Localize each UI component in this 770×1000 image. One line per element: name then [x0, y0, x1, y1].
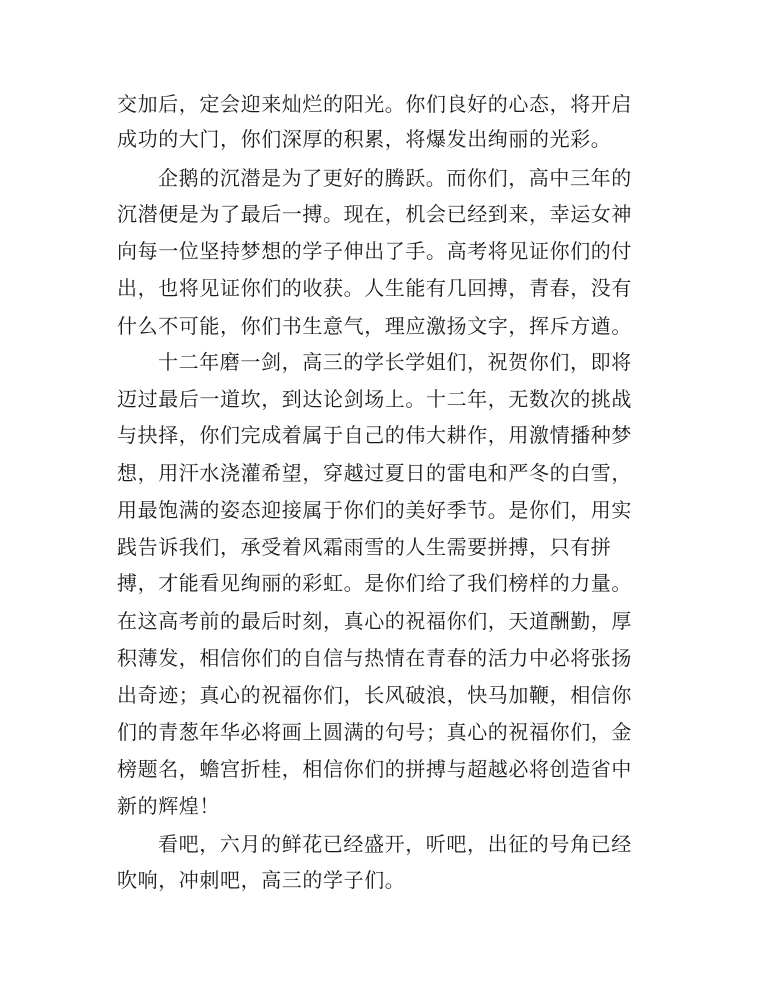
text-line: 新的辉煌！	[117, 794, 220, 818]
paragraph-first-line: 看吧，六月的鲜花已经盛开，听吧，出征的号角已经	[158, 832, 632, 856]
text-line: 迈过最后一道坎，到达论剑场上。十二年，无数次的挑战	[117, 387, 632, 411]
paragraph-first-line: 企鹅的沉潜是为了更好的腾跃。而你们，高中三年的	[158, 166, 632, 190]
text-line: 什么不可能，你们书生意气，理应激扬文字，挥斥方遒。	[117, 314, 632, 338]
text-line: 积薄发，相信你们的自信与热情在青春的活力中必将张扬	[117, 646, 632, 670]
text-line: 吹响，冲刺吧，高三的学子们。	[117, 868, 406, 892]
text-line: 出奇迹；真心的祝福你们，长风破浪，快马加鞭，相信你	[117, 683, 632, 707]
paragraph-first-line: 十二年磨一剑，高三的学长学姐们，祝贺你们，即将	[158, 350, 632, 374]
text-line: 们的青葱年华必将画上圆满的句号；真心的祝福你们，金	[117, 720, 632, 744]
text-line: 用最饱满的姿态迎接属于你们的美好季节。是你们，用实	[117, 498, 632, 522]
text-line: 想，用汗水浇灌希望，穿越过夏日的雷电和严冬的白雪，	[117, 461, 632, 485]
text-line: 搏，才能看见绚丽的彩虹。是你们给了我们榜样的力量。	[117, 571, 632, 595]
text-line: 交加后，定会迎来灿烂的阳光。你们良好的心态，将开启	[117, 92, 632, 116]
text-line: 向每一位坚持梦想的学子伸出了手。高考将见证你们的付	[117, 239, 632, 263]
text-line: 出，也将见证你们的收获。人生能有几回搏，青春，没有	[117, 276, 632, 300]
text-line: 与抉择，你们完成着属于自己的伟大耕作，用激情播种梦	[117, 423, 632, 447]
text-line: 成功的大门，你们深厚的积累，将爆发出绚丽的光彩。	[117, 127, 612, 151]
text-line: 践告诉我们，承受着风霜雨雪的人生需要拼搏，只有拼	[117, 535, 612, 559]
text-line: 榜题名，蟾宫折桂，相信你们的拼搏与超越必将创造省中	[117, 757, 632, 781]
text-line: 沉潜便是为了最后一搏。现在，机会已经到来，幸运女神	[117, 202, 632, 226]
text-line: 在这高考前的最后时刻，真心的祝福你们，天道酬勤，厚	[117, 609, 632, 633]
